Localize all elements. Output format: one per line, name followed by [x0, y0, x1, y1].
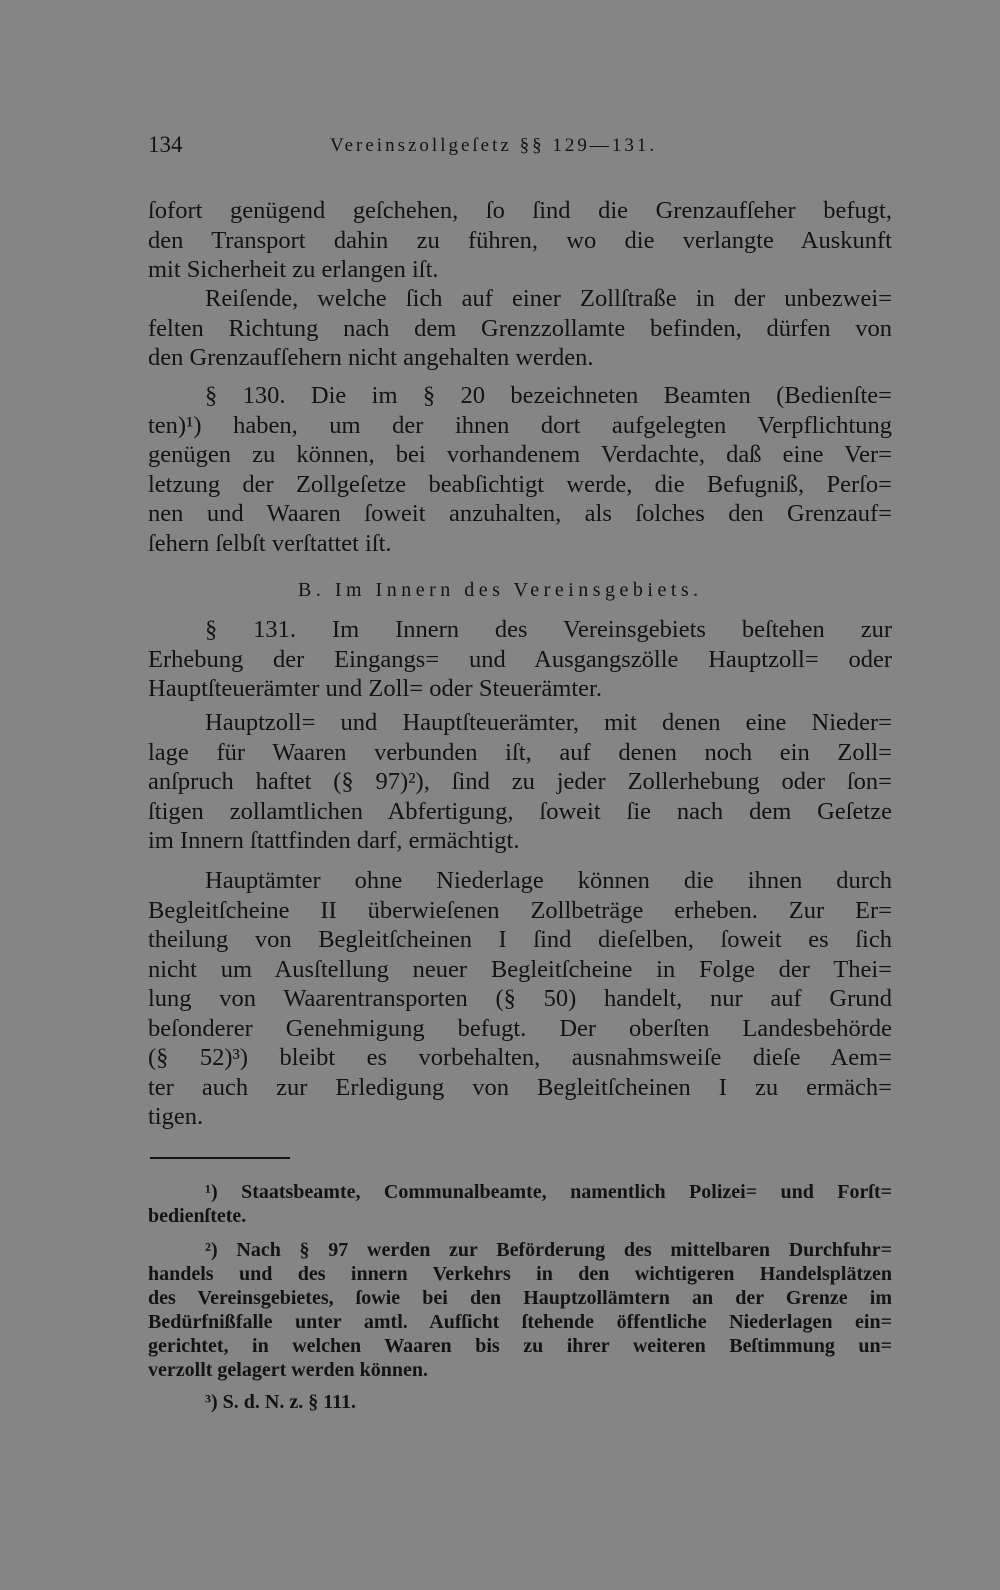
- text-line: den Grenzaufſehern nicht angehalten werden.: [148, 344, 594, 371]
- footnote-line: des Vereinsgebietes, ſowie bei den Hauptzollämtern an der Grenze im: [148, 1287, 892, 1309]
- section-heading: B. Im Innern des Vereinsgebiets.: [298, 579, 703, 601]
- paragraph-5: [148, 708, 892, 856]
- footnote-2: [148, 1238, 892, 1382]
- text-line: im Innern ſtattfinden darf, ermächtigt.: [148, 827, 520, 854]
- text-line: mit Sicherheit zu erlangen iſt.: [148, 256, 439, 283]
- text-line: § 131. Im Innern des Vereinsgebiets beſtehen zur: [205, 616, 892, 643]
- text-line: ſofort genügend geſchehen, ſo ſind die Grenzaufſeher befugt,: [148, 197, 892, 224]
- text-line: Hauptzoll= und Hauptſteuerämter, mit denen eine Nieder=: [205, 709, 892, 736]
- footnote-line: gerichtet, in welchen Waaren bis zu ihrer weiteren Beſtimmung un=: [148, 1335, 892, 1357]
- text-line: § 130. Die im § 20 bezeichneten Beamten (Bedienſte=: [205, 382, 892, 409]
- text-line: ſtigen zollamtlichen Abfertigung, ſoweit ſie nach dem Geſetze: [148, 797, 892, 825]
- text-line: den Transport dahin zu führen, wo die verlangte Auskunft: [148, 226, 892, 254]
- paragraph-1: [148, 196, 892, 285]
- footnote-3: [148, 1390, 892, 1414]
- text-line: lage für Waaren verbunden iſt, auf denen noch ein Zoll=: [148, 738, 892, 766]
- text-line: theilung von Begleitſcheinen I ſind dieſelben, ſoweit es ſich: [148, 926, 892, 953]
- text-line: nicht um Ausſtellung neuer Begleitſcheine in Folge der Thei=: [148, 955, 892, 983]
- text-line: ter auch zur Erledigung von Begleitſcheinen I zu ermäch=: [148, 1073, 892, 1101]
- paragraph-section-131: [148, 615, 892, 704]
- text-line: beſonderer Genehmigung befugt. Der oberſten Landesbehörde: [148, 1014, 892, 1042]
- text-line: lung von Waarentransporten (§ 50) handelt, nur auf Grund: [148, 985, 892, 1012]
- footnote-line: bedienſtete.: [148, 1205, 247, 1227]
- text-line: anſpruch haftet (§ 97)²), ſind zu jeder Zollerhebung oder ſon=: [148, 768, 892, 795]
- page-number: 134: [148, 132, 183, 157]
- text-line: ſehern ſelbſt verſtattet iſt.: [148, 529, 392, 557]
- footnote-line: ²) Nach § 97 werden zur Beförderung des mittelbaren Durchfuhr=: [205, 1239, 892, 1261]
- footnote-line: Bedürfnißfalle unter amtl. Aufſicht ſtehende öffentliche Niederlagen ein=: [148, 1311, 892, 1333]
- text-line: Hauptſteuerämter und Zoll= oder Steuerämter.: [148, 675, 602, 702]
- paragraph-6: [148, 866, 892, 1132]
- text-line: Hauptämter ohne Niederlage können die ihnen durch: [205, 867, 892, 894]
- text-line: letzung der Zollgeſetze beabſichtigt werde, die Befugniß, Perſo=: [148, 470, 892, 498]
- footnote-line: ¹) Staatsbeamte, Communalbeamte, namentlich Polizei= und Forſt=: [205, 1181, 892, 1203]
- text-line: Erhebung der Eingangs= und Ausgangszölle Hauptzoll= oder: [148, 645, 892, 673]
- footnote-line: ³) S. d. N. z. § 111.: [205, 1391, 357, 1413]
- text-line: (§ 52)³) bleibt es vorbehalten, ausnahmsweiſe dieſe Aem=: [148, 1044, 892, 1071]
- footnote-rule: [150, 1157, 290, 1159]
- text-line: Begleitſcheine II überwieſenen Zollbeträge erheben. Zur Er=: [148, 896, 892, 924]
- paragraph-section-130: [148, 381, 892, 558]
- text-line: genügen zu können, bei vorhandenem Verdachte, daß eine Ver=: [148, 441, 892, 468]
- footnote-1: [148, 1180, 892, 1228]
- text-line: ten)¹) haben, um der ihnen dort aufgelegten Verpflichtung: [148, 411, 892, 439]
- footnote-line: handels und des innern Verkehrs in den wichtigeren Handelsplätzen: [148, 1263, 892, 1285]
- text-line: nen und Waaren ſoweit anzuhalten, als ſolches den Grenzauf=: [148, 500, 892, 527]
- text-line: Reiſende, welche ſich auf einer Zollſtraße in der unbezwei=: [205, 285, 892, 312]
- footnote-line: verzollt gelagert werden können.: [148, 1359, 428, 1381]
- running-head: Vereinszollgeſetz §§ 129—131.: [330, 135, 658, 156]
- text-line: felten Richtung nach dem Grenzzollamte befinden, dürfen von: [148, 314, 892, 342]
- paragraph-2: [148, 284, 892, 373]
- text-line: tigen.: [148, 1103, 204, 1130]
